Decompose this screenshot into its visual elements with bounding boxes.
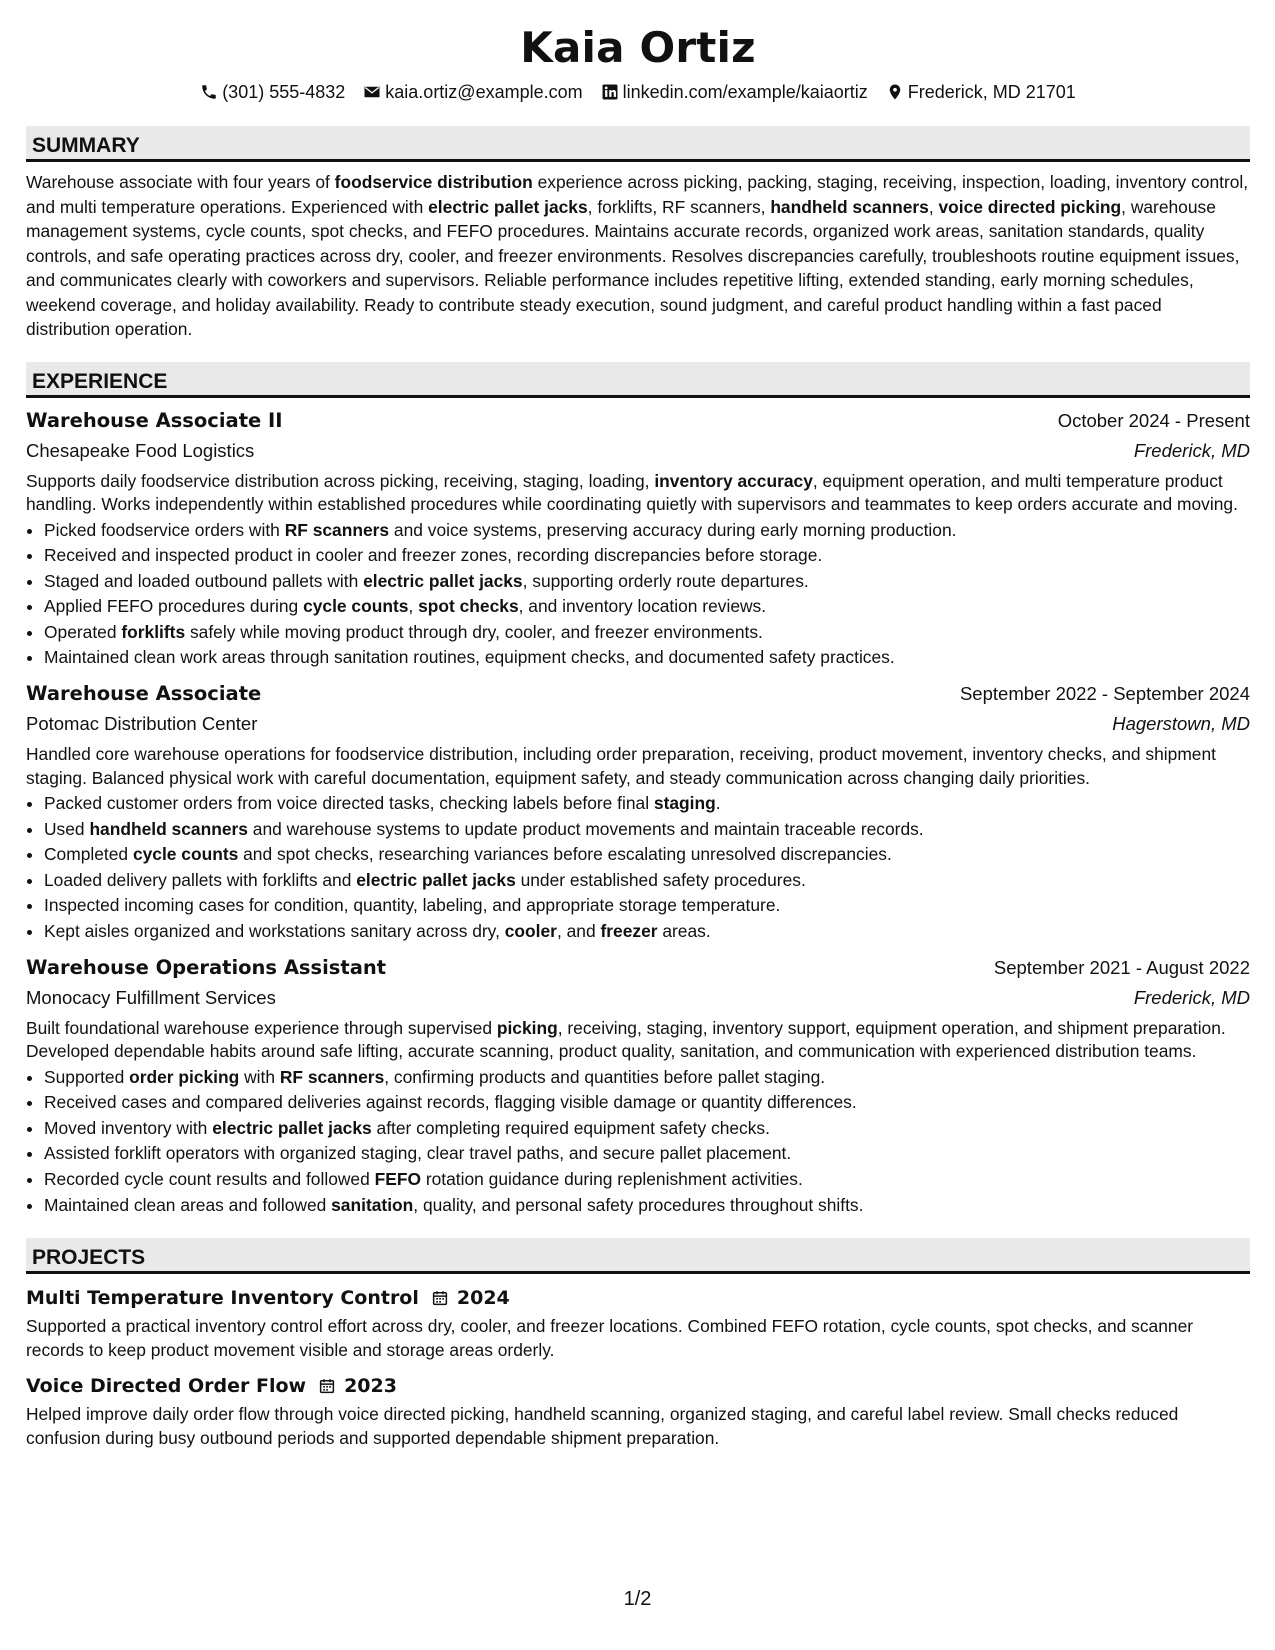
- project-year: 2024: [456, 1287, 510, 1310]
- bullet-item: • Assisted forklift operators with organized staging, clear travel paths, and secure pallet placement.: [44, 1141, 1250, 1167]
- job-subheader: [26, 983, 1250, 1013]
- job-description: Built foundational warehouse experience through supervised picking, receiving, staging, inventory support, equipment operation, and shipment preparation. Developed dependable habits around safe lifting, accurate scanning, product quality, sanitation, and communication with experienced distribution teams.: [26, 1017, 1226, 1062]
- job-bullets: [26, 1065, 1250, 1219]
- page-number: 1/2: [623, 1588, 652, 1610]
- project-title: Voice Directed Order Flow: [26, 1375, 307, 1398]
- location-text: Frederick, MD 21701: [907, 81, 1076, 102]
- experience-heading: EXPERIENCE: [26, 362, 1250, 398]
- job-entry: [26, 679, 1250, 945]
- project-title: Multi Temperature Inventory Control: [26, 1287, 419, 1310]
- job-location: Hagerstown, MD: [1112, 713, 1250, 735]
- project-description: Helped improve daily order flow through voice directed picking, handheld scanning, organized staging, and careful label review. Small checks reduced confusion during busy outbound periods and supported dependable shipment preparation.: [26, 1404, 1179, 1449]
- contact-linkedin[interactable]: [601, 82, 868, 103]
- bullet-item: • Received and inspected product in cooler and freezer zones, recording discrepancies before storage.: [44, 543, 1250, 569]
- contact-phone[interactable]: [200, 82, 345, 103]
- job-entry: [26, 953, 1250, 1219]
- job-bullets: [26, 518, 1250, 672]
- linkedin-text: linkedin.com/example/kaiaortiz: [622, 81, 868, 102]
- bullet-item: • Picked foodservice orders with RF scanners and voice systems, preserving accuracy during early morning production.: [44, 518, 1250, 544]
- bullet-item: • Applied FEFO procedures during cycle counts, spot checks, and inventory location reviews.: [44, 594, 1250, 620]
- project-entry: [26, 1372, 1250, 1450]
- job-title: Warehouse Associate II: [26, 408, 283, 432]
- job-entry: [26, 406, 1250, 672]
- candidate-name: Kaia Ortiz: [520, 23, 756, 72]
- projects-list: [26, 1284, 1250, 1450]
- job-title: Warehouse Operations Assistant: [26, 955, 387, 979]
- job-subheader: [26, 709, 1250, 739]
- project-description: Supported a practical inventory control effort across dry, cooler, and freezer locations. Combined FEFO rotation, cycle counts, spot checks, and scanner records to keep product movement visible and storage areas orderly.: [26, 1316, 1194, 1361]
- bullet-item: • Operated forklifts safely while moving product through dry, cooler, and freezer environments.: [44, 620, 1250, 646]
- company-name: Potomac Distribution Center: [26, 713, 258, 735]
- bullet-item: • Supported order picking with RF scanners, confirming products and quantities before pallet staging.: [44, 1065, 1250, 1091]
- experience-list: [26, 406, 1250, 1219]
- bullet-item: • Packed customer orders from voice directed tasks, checking labels before final staging.: [44, 791, 1250, 817]
- job-location: Frederick, MD: [1133, 986, 1250, 1008]
- job-description: Supports daily foodservice distribution across picking, receiving, staging, loading, inventory accuracy, equipment operation, and multi temperature product handling. Works independently within established procedures while coordinating quietly with supervisors and teammates to keep orders accurate and moving.: [26, 470, 1238, 514]
- project-date: [318, 1372, 397, 1400]
- bullet-item: • Maintained clean work areas through sanitation routines, equipment checks, and documented safety practices.: [44, 645, 1250, 671]
- job-dates: September 2022 - September 2024: [959, 683, 1250, 705]
- bullet-item: • Inspected incoming cases for condition, quantity, labeling, and appropriate storage temperature.: [44, 893, 1250, 919]
- project-year: 2023: [344, 1375, 397, 1398]
- phone-icon: [200, 83, 218, 101]
- email-text: kaia.ortiz@example.com: [385, 81, 583, 102]
- calendar-icon: [318, 1377, 336, 1395]
- project-header: [26, 1284, 1250, 1312]
- job-description: Handled core warehouse operations for foodservice distribution, including order preparation, receiving, product movement, inventory checks, and shipment staging. Balanced physical work with careful documentation, equipment safety, and steady communication across changing daily priorities.: [26, 744, 1216, 788]
- resume-page: [26, 0, 1250, 1450]
- project-date: [431, 1284, 510, 1312]
- envelope-icon: [363, 83, 381, 101]
- bullet-item: • Completed cycle counts and spot checks, researching variances before escalating unresolved discrepancies.: [44, 842, 1250, 868]
- bullet-item: • Recorded cycle count results and followed FEFO rotation guidance during replenishment activities.: [44, 1167, 1250, 1193]
- job-dates: September 2021 - August 2022: [993, 956, 1250, 978]
- summary-text: Warehouse associate with four years of foodservice distribution experience across picking, packing, staging, receiving, inspection, loading, inventory control, and multi temperature operations. Experienced with electric pallet jacks, forklifts, RF scanners, handheld scanners, voice directed picking, warehouse management systems, cycle counts, spot checks, and FEFO procedures. Maintains accurate records, organized work areas, sanitation standards, quality controls, and safe operating practices across dry, cooler, and freezer environments. Resolves discrepancies carefully, troubleshoots routine equipment issues, and communicates clearly with coworkers and supervisors. Reliable performance includes repetitive lifting, extended standing, early morning schedules, weekend coverage, and holiday availability. Ready to contribute steady execution, sound judgment, and careful product handling within a fast paced distribution operation.: [26, 172, 1249, 339]
- map-pin-icon: [886, 83, 904, 101]
- calendar-icon: [431, 1289, 449, 1307]
- job-dates: October 2024 - Present: [1057, 409, 1250, 431]
- bullet-item: • Used handheld scanners and warehouse systems to update product movements and maintain traceable records.: [44, 817, 1250, 843]
- phone-text: (301) 555-4832: [222, 81, 346, 102]
- project-header: [26, 1372, 1250, 1400]
- job-location: Frederick, MD: [1133, 439, 1250, 461]
- bullet-item: • Kept aisles organized and workstations sanitary across dry, cooler, and freezer areas.: [44, 919, 1250, 945]
- job-header: [26, 679, 1250, 709]
- contact-email[interactable]: [363, 82, 582, 103]
- bullet-item: • Loaded delivery pallets with forklifts and electric pallet jacks under established safety procedures.: [44, 868, 1250, 894]
- company-name: Chesapeake Food Logistics: [26, 439, 255, 461]
- job-header: [26, 953, 1250, 983]
- job-title: Warehouse Associate: [26, 682, 262, 706]
- bullet-item: • Moved inventory with electric pallet jacks after completing required equipment safety checks.: [44, 1116, 1250, 1142]
- contact-bar: [26, 78, 1250, 106]
- projects-heading: PROJECTS: [26, 1238, 1250, 1274]
- bullet-item: • Maintained clean areas and followed sanitation, quality, and personal safety procedures throughout shifts.: [44, 1193, 1250, 1219]
- job-subheader: [26, 436, 1250, 466]
- job-bullets: [26, 791, 1250, 945]
- linkedin-icon: [601, 83, 619, 101]
- bullet-item: • Received cases and compared deliveries against records, flagging visible damage or quantity differences.: [44, 1090, 1250, 1116]
- project-entry: [26, 1284, 1250, 1362]
- company-name: Monocacy Fulfillment Services: [26, 986, 276, 1008]
- contact-location: [886, 82, 1076, 103]
- job-header: [26, 406, 1250, 436]
- summary-heading: SUMMARY: [26, 126, 1250, 162]
- bullet-item: • Staged and loaded outbound pallets with electric pallet jacks, supporting orderly route departures.: [44, 569, 1250, 595]
